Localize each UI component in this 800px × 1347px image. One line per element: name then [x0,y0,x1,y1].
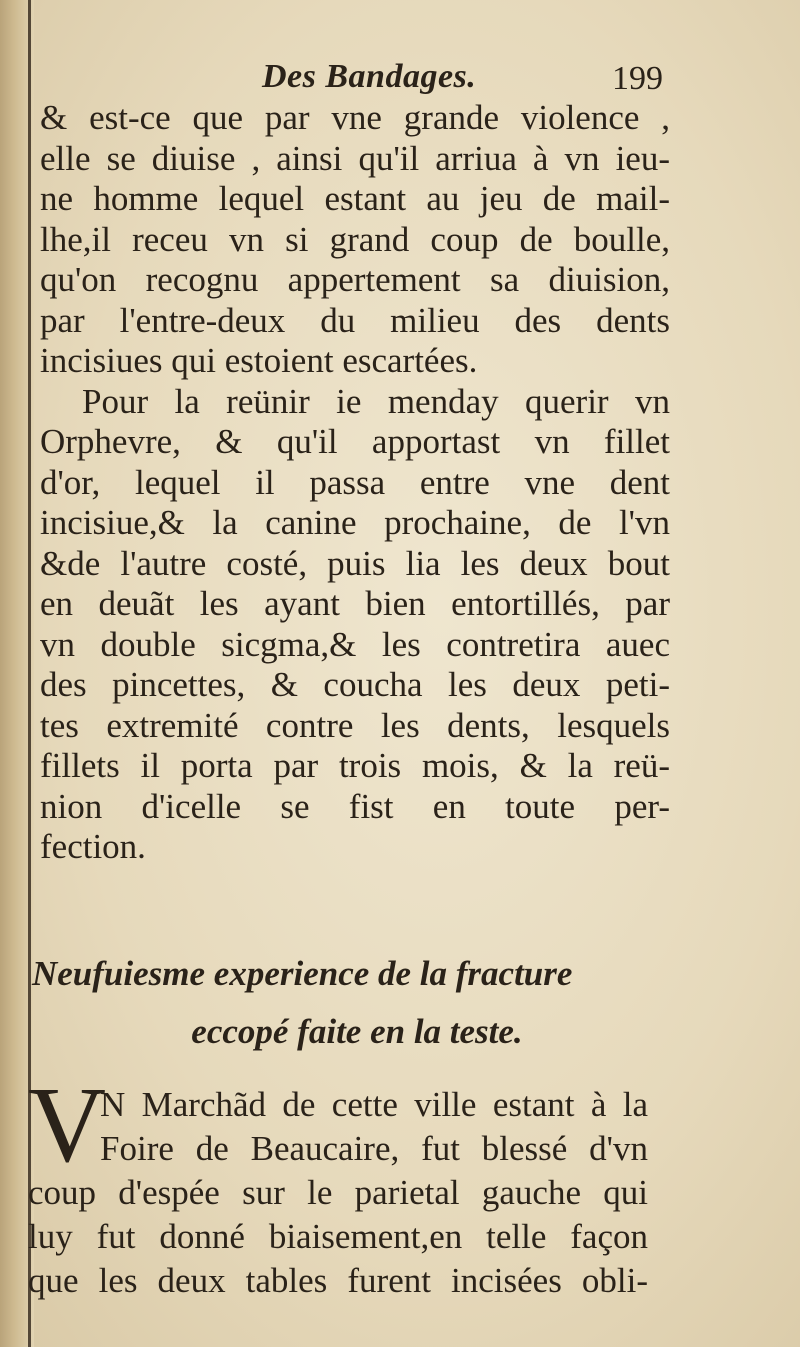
text-line: Orphevre, & qu'il apportast vn fillet [40,422,670,461]
text-line: ne homme lequel estant au jeu de mail- [40,179,670,218]
text-line: N Marchãd de cette ville estant à la [100,1085,648,1124]
text-line: que les deux tables furent incisées obli- [28,1261,648,1300]
text-line: lhe,il receu vn si grand coup de boulle, [40,219,670,259]
text-line: luy fut donné biaisement,en telle façon [28,1217,648,1256]
text-line: d'or, lequel il passa entre vne dent [40,462,670,502]
page-number: 199 [612,60,663,97]
text-line: coup d'espée sur le parietal gauche qui [28,1173,648,1212]
text-line: Pour la reünir ie menday querir vn [82,381,670,421]
text-line: incisiues qui estoient escartées. [40,341,478,380]
text-line: des pincettes, & coucha les deux peti- [40,665,670,704]
section-text [28,1066,648,1303]
text-line: incisiue,& la canine prochaine, de l'vn [40,503,670,542]
text-line: qu'on recognu appertement sa diuision, [40,260,670,299]
text-line: fillets il porta par trois mois, & la reü- [40,746,670,785]
text-line: Foire de Beaucaire, fut blessé d'vn [100,1129,648,1168]
heading-line: eccopé faite en la teste. [191,1012,523,1051]
text-line: & est-ce que par vne grande violence , [40,98,670,137]
text-line: vn double sicgma,& les contretira auec [40,624,670,664]
heading-line: Neufuiesme experience de la fracture [32,954,573,993]
text-line: fection. [40,827,146,866]
text-line: par l'entre-deux du milieu des dents [40,300,670,340]
running-title: Des Bandages. [262,58,477,95]
text-line: nion d'icelle se fist en toute per- [40,786,670,826]
text-line: en deuãt les ayant bien entortillés, par [40,584,670,623]
text-line: tes extremité contre les dents, lesquels [40,705,670,745]
drop-cap: V [28,1066,106,1185]
text-line: &de l'autre costé, puis lia les deux bout [40,543,670,583]
section-heading [32,945,672,1061]
text-line: elle se diuise , ainsi qu'il arriua à vn ieu- [40,138,670,178]
body-text [40,98,670,868]
